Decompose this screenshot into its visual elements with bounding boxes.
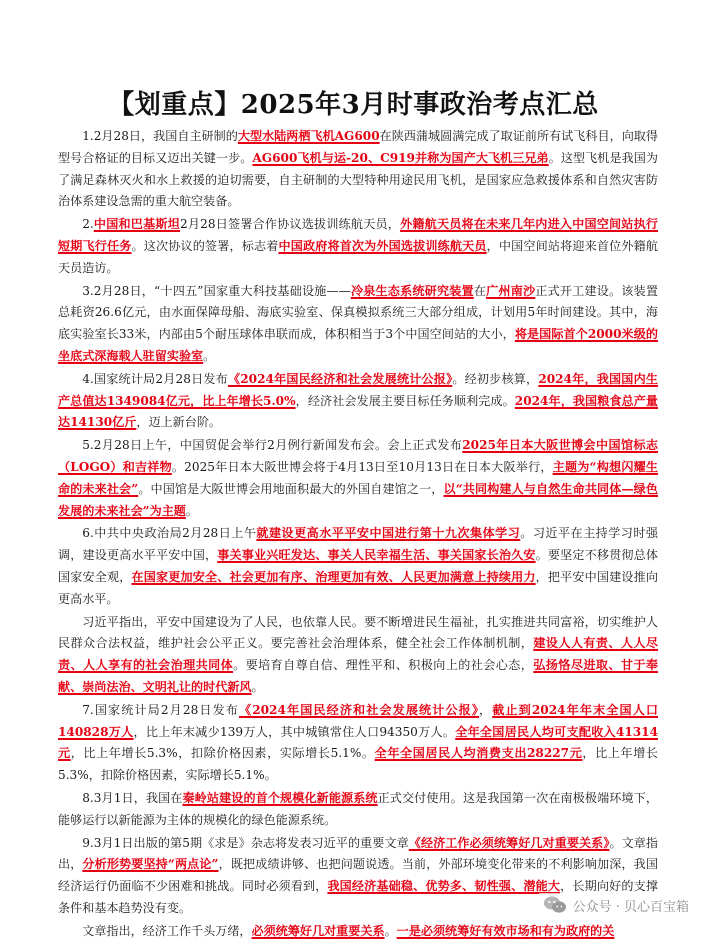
paragraph-text: 。 (203, 348, 216, 363)
highlighted-text: 外籍航天员将在未来几年内进入中国空间站执行短期飞行任务 (58, 217, 658, 253)
paragraph-text: ，既把成绩讲够、也把问题说透。当前，外部环境变化带来的不利影响加深，我国经济运行仍面临不少困难和挑战。同时必须看到， (58, 857, 658, 894)
paragraph-text: 6.中共中央政治局2月28日上午 (82, 526, 257, 541)
highlighted-text: 2024年，我国国内生产总值达1349084亿元，比上年增长5.0% (58, 371, 658, 408)
paragraph-text: 正式开工建设。该装置总耗资26.6亿元，由水面保障母船、海底实验室、保真模拟系统三大部分组成，计划用5年时间建设。其中，海底实验室长33米，内部由5个耐压球体串联而成，体积相当于3个中国空间站的大小， (58, 283, 658, 342)
paragraph-text: 。经初步核算， (452, 371, 539, 386)
highlighted-text: 全年全国居民人均消费支出28227元 (374, 746, 583, 761)
paragraph-text: 正式交付使用。这是我国第一次在南极极端环境下，能够运行以新能源为主体的规模化的绿色能源系统。 (58, 790, 658, 827)
paragraph-text: 。这次协议的签署，标志着 (131, 238, 279, 253)
paragraph-text: 8.3月1日，我国在 (82, 790, 183, 805)
paragraph-text: 。习近平在主持学习时强调，建设更高水平平安中国， (58, 526, 658, 563)
paragraph (58, 921, 658, 943)
highlighted-text: 弘扬恪尽进取、甘于奉献、崇尚法治、文明礼让的时代新风 (58, 658, 658, 694)
paragraph-text: 。这型飞机是我国为了满足森林灭火和水上救援的迫切需要，自主研制的大型特种用途民用飞机，是国家应急救援体系和自然灾害防治体系建设急需的重大航空装备。 (58, 150, 658, 209)
highlighted-text: 以“共同构建人与自然生命共同体—绿色发展的未来社会”为主题 (58, 481, 658, 518)
highlighted-text: 中国政府将首次为外国选拔训练航天员 (278, 238, 487, 253)
highlighted-text: 主题为“构想闪耀生命的未来社会” (58, 459, 659, 496)
paragraph-text: 9.3月1日出版的第5期《求是》杂志将发表习近平的重要文章 (82, 835, 409, 850)
paragraph-text: 3.2月28日，“十四五”国家重大科技基础设施—— (82, 283, 351, 298)
paragraph-text: ，比上年增长5.3%，扣除价格因素，实际增长5.1%。 (58, 746, 658, 783)
highlighted-text: 在国家更加安全、社会更加有序、治理更加有效、人民更加满意上持续用力 (131, 569, 536, 584)
highlighted-text: 我国经济基础稳、优势多、韧性强、潜能大 (327, 879, 561, 894)
paragraph (58, 281, 658, 368)
paragraph-text: ，中国空间站将迎来首位外籍航天员造访。 (58, 238, 658, 275)
highlighted-text: 建设人人有责、人人尽责、人人享有的社会治理共同体 (58, 636, 658, 673)
highlighted-text: 中国和巴基斯坦 (93, 217, 180, 232)
highlighted-text: 广州南沙 (486, 283, 536, 298)
highlighted-text: AG600飞机与运-20、C919并称为国产大飞机三兄弟 (252, 150, 549, 165)
paragraph-text: ，经济社会发展主要目标任务顺利完成。 (295, 393, 515, 408)
paragraph (58, 523, 658, 610)
highlighted-text: 一是必须统筹好有效市场和有为政府的关 (396, 923, 615, 938)
watermark-text: 公众号 · 贝心百宝箱 (572, 899, 689, 915)
highlighted-text: 秦岭站建设的首个规模化新能源系统 (182, 790, 378, 805)
paragraph-text: 。中国馆是大阪世博会用地面积最大的外国自建馆之一， (138, 481, 444, 496)
paragraph (58, 700, 658, 787)
highlighted-text: 必须统筹好几对重要关系 (251, 923, 385, 938)
document-body (58, 126, 658, 943)
paragraph-text: 文章指出，经济工作千头万绪， (82, 923, 252, 938)
paragraph-text: ，迈上新台阶。 (136, 415, 222, 430)
paragraph (58, 126, 658, 213)
paragraph-text: ，长期向好的支撑条件和基本趋势没有变。 (58, 879, 658, 915)
paragraph-text: 。2025年日本大阪世博会将于4月13日至10月13日在日本大阪举行， (171, 459, 553, 474)
paragraph-text: 。文章指出， (58, 835, 659, 872)
paragraph-text: 在陕西蒲城圆满完成了取证前所有试飞科目，向取得型号合格证的目标又迈出关键一步。 (58, 129, 658, 165)
highlighted-text: 《经济工作必须统筹好几对重要关系》 (408, 835, 610, 850)
highlighted-text: 大型水陆两栖飞机AG600 (237, 129, 380, 143)
paragraph-text: 2. (82, 217, 94, 232)
paragraph-text: 在 (473, 283, 487, 298)
highlighted-text: 截止到2024年年末全国人口140828万人 (58, 702, 658, 739)
paragraph-text: 。 (384, 923, 397, 938)
paragraph (58, 435, 658, 522)
paragraph-text: 4.国家统计局2月28日发布 (82, 371, 228, 386)
paragraph-text: ，比上年增长5.3%，扣除价格因素，实际增长5.1%。 (70, 746, 375, 761)
paragraph (58, 369, 658, 434)
highlighted-text: 冷泉生态系统研究装置 (350, 283, 474, 298)
paragraph-text: 7.国家统计局2月28日发布 (82, 702, 240, 717)
paragraph (58, 612, 658, 699)
highlighted-text: 就建设更高水平平安中国进行第十九次集体学习 (256, 526, 521, 541)
paragraph-text: 习近平指出，平安中国建设为了人民，也依靠人民。要不断增进民生福祉，扎实推进共同富裕，切实维护人民群众合法权益，维护社会公平正义。要完善社会治理体系，健全社会工作体制机制， (58, 614, 658, 651)
paragraph-text: ， (479, 702, 493, 717)
paragraph-text: 。要培育自尊自信、理性平和、积极向上的社会心态， (233, 658, 534, 673)
paragraph-text: 。 (185, 503, 199, 518)
wechat-watermark (539, 893, 693, 917)
highlighted-text: 2024年，我国粮食总产量达14130亿斤 (58, 393, 658, 430)
paragraph-text: 5.2月28日上午，中国贸促会举行2月例行新闻发布会。会上正式发布 (82, 438, 463, 453)
paragraph-text: 2月28日签署合作协议选拔训练航天员， (179, 217, 401, 232)
paragraph-text: 1.2月28日，我国自主研制的 (82, 129, 238, 143)
highlighted-text: 2025年日本大阪世博会中国馆标志（LOGO）和吉祥物 (58, 438, 658, 474)
paragraph (58, 788, 658, 832)
highlighted-text: 事关事业兴旺发达、事关人民幸福生活、事关国家长治久安 (217, 548, 536, 563)
paragraph (58, 214, 658, 279)
wechat-icon (543, 895, 567, 915)
paragraph-text: ，把平安中国建设推向更高水平。 (58, 569, 658, 606)
paragraph-text: ，比上年末减少139万人，其中城镇常住人口94350万人。 (133, 724, 456, 739)
document-title: 【划重点】2025年3月时事政治考点汇总 (108, 90, 599, 120)
highlighted-text: 《2024年国民经济和社会发展统计公报》 (239, 702, 480, 717)
paragraph-text: 。要坚定不移贯彻总体国家安全观， (58, 548, 658, 584)
highlighted-text: 分析形势要坚持“两点论” (82, 857, 219, 872)
paragraph-text: 。 (251, 679, 264, 694)
highlighted-text: 《2024年国民经济和社会发展统计公报》 (227, 371, 453, 386)
highlighted-text: 全年全国居民人均可支配收入41314元 (58, 724, 658, 761)
highlighted-text: 将是国际首个2000米级的坐底式深海载人驻留实验室 (58, 327, 658, 363)
